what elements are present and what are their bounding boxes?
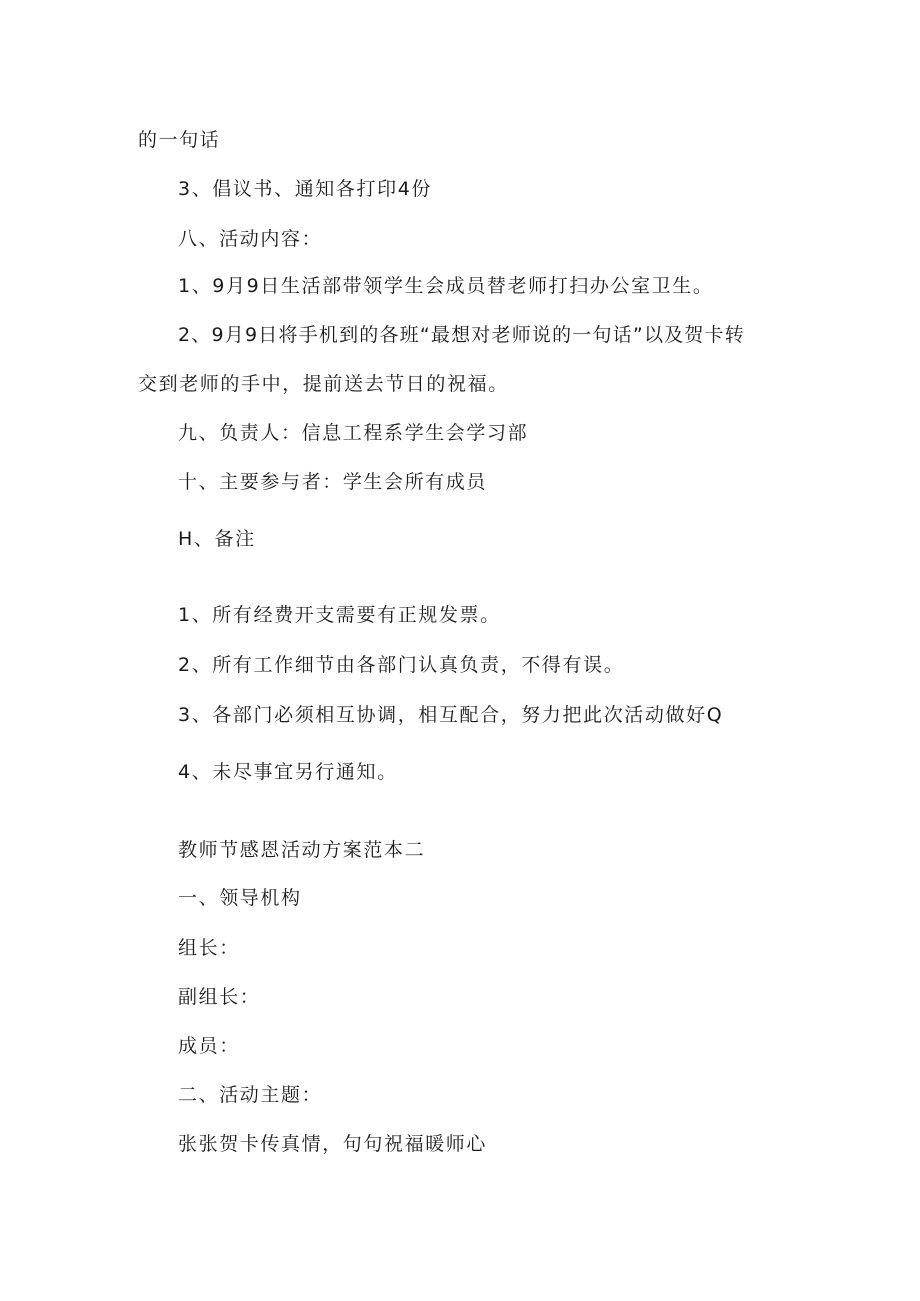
list-item: 2、9月9日将手机到的各班“最想对老师说的一句话”以及贺卡转: [178, 324, 745, 346]
list-item: 2、所有工作细节由各部门认真负责，不得有误。: [178, 654, 625, 676]
list-item: 4、未尽事宜另行通知。: [178, 761, 398, 783]
text-line: 副组长：: [178, 986, 261, 1008]
text-line: 的一句话: [138, 129, 221, 151]
section-heading: 十、主要参与者：学生会所有成员: [178, 471, 488, 493]
section-heading: 九、负责人：信息工程系学生会学习部: [178, 422, 529, 444]
list-item: 3、各部门必须相互协调，相互配合，努力把此次活动做好Q: [178, 704, 724, 726]
text-line: 3、倡议书、通知各打印4份: [178, 178, 432, 200]
section-heading: 八、活动内容：: [178, 228, 323, 250]
section-heading: H、备注: [178, 528, 256, 550]
text-line: 成员：: [178, 1035, 240, 1057]
section-heading: 一、领导机构: [178, 887, 302, 909]
text-line: 交到老师的手中，提前送去节日的祝福。: [138, 373, 509, 395]
section-heading: 二、活动主题：: [178, 1084, 323, 1106]
text-line: 组长：: [178, 937, 240, 959]
list-item: 1、所有经费开支需要有正规发票。: [178, 604, 501, 626]
document-subtitle: 教师节感恩活动方案范本二: [178, 839, 426, 861]
text-line: 张张贺卡传真情，句句祝福暖师心: [178, 1133, 488, 1155]
list-item: 1、9月9日生活部带领学生会成员替老师打扫办公室卫生。: [178, 275, 714, 297]
